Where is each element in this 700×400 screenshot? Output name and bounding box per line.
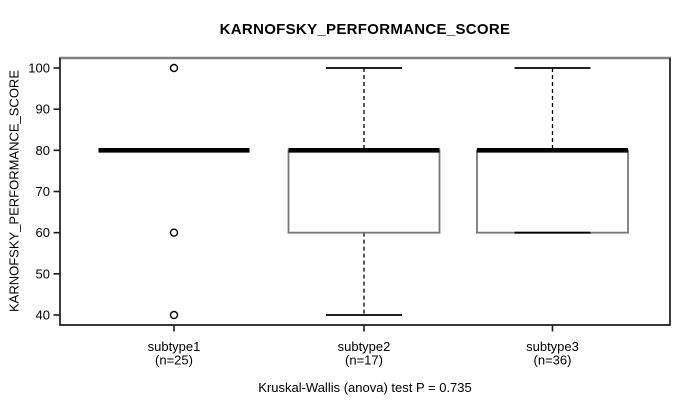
y-tick-label: 40: [35, 307, 50, 323]
plot-border: [60, 58, 670, 325]
y-tick-label: 60: [35, 225, 50, 241]
outlier-point: [171, 312, 178, 319]
chart-title: KARNOFSKY_PERFORMANCE_SCORE: [219, 21, 511, 38]
iqr-box: [477, 150, 628, 232]
x-category-sublabel: (n=36): [533, 352, 572, 368]
y-tick-label: 70: [35, 184, 50, 199]
x-category-label: subtype3: [526, 339, 579, 354]
x-category-label: subtype1: [147, 339, 201, 354]
y-tick-label: 100: [28, 60, 50, 76]
y-tick-label: 80: [35, 142, 50, 158]
iqr-box: [289, 150, 440, 232]
y-tick-label: 90: [35, 101, 50, 117]
stat-test-annotation: Kruskal-Wallis (anova) test P = 0.735: [258, 380, 472, 395]
boxplot-subtype2: [289, 68, 440, 315]
x-category-label: subtype2: [337, 339, 391, 354]
y-axis-title: KARNOFSKY_PERFORMANCE_SCORE: [6, 70, 22, 312]
outlier-point: [171, 65, 178, 72]
boxplot-subtype1: [99, 65, 250, 319]
x-category-sublabel: (n=17): [345, 352, 383, 368]
outlier-point: [171, 229, 178, 236]
y-tick-label: 50: [35, 266, 50, 282]
boxplot-subtype3: [477, 68, 628, 233]
x-category-sublabel: (n=25): [155, 352, 193, 368]
